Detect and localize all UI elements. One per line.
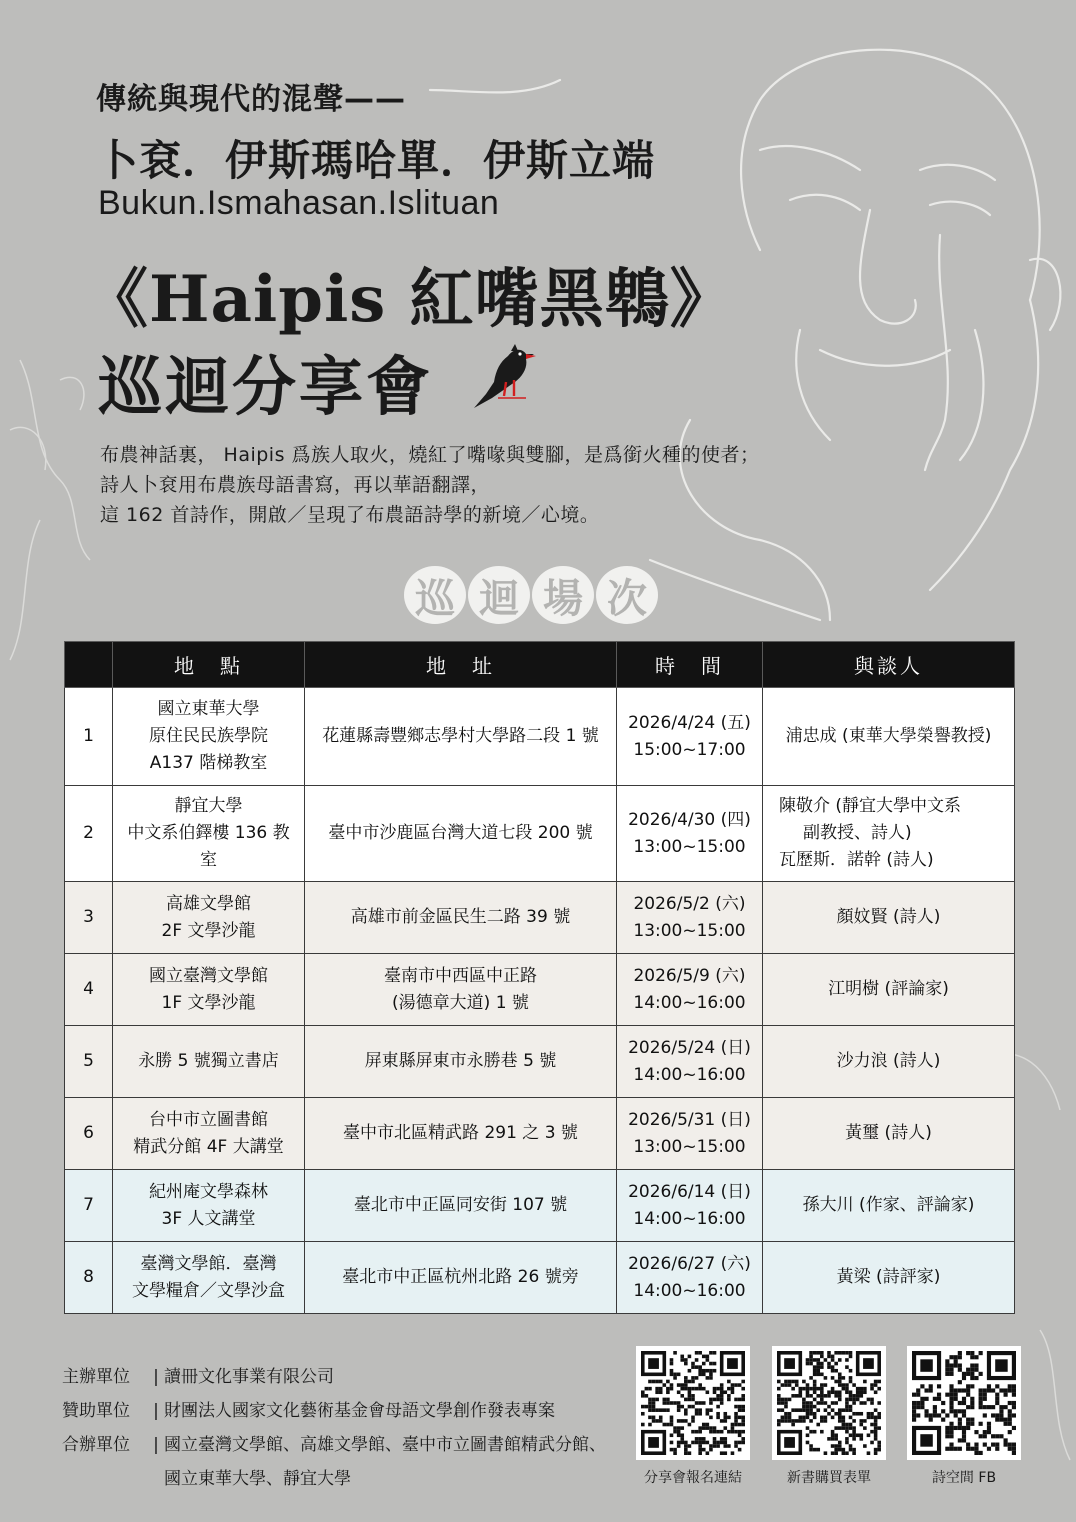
cell-venue-line: 3F 人文講堂 [161, 1208, 256, 1229]
cell-time-line: 13:00~15:00 [633, 920, 746, 941]
section-heading-tour-schedule [404, 566, 658, 626]
cell-number: 3 [65, 882, 113, 954]
cell-time-line: 14:00~16:00 [633, 1208, 746, 1229]
cell-time [617, 786, 763, 882]
section-heading-char: 迴 [468, 566, 530, 624]
cell-speaker [763, 1026, 1015, 1098]
cell-venue-line: 文學糧倉／文學沙盒 [132, 1280, 285, 1301]
cell-venue-line: 國立東華大學 [157, 699, 260, 719]
table-row [65, 882, 1015, 954]
cell-address [305, 1170, 617, 1242]
intro-paragraph [100, 440, 760, 530]
credit-value: 國立東華大學、靜宜大學 [164, 1469, 351, 1489]
cell-time-line: 14:00~16:00 [633, 1280, 746, 1301]
cell-time-line: 2026/6/27 (六) [628, 1253, 751, 1274]
table-row [65, 1098, 1015, 1170]
cell-speaker [763, 1098, 1015, 1170]
cell-time-line: 2026/6/14 (日) [628, 1181, 751, 1202]
cell-address [305, 954, 617, 1026]
cell-speaker-line: 黃璽 (詩人) [845, 1123, 932, 1143]
cell-venue [113, 688, 305, 786]
cell-speaker [763, 1170, 1015, 1242]
cell-number: 8 [65, 1242, 113, 1314]
cell-venue [113, 1242, 305, 1314]
cell-time-line: 2026/4/30 (四) [628, 809, 751, 830]
cell-speaker [763, 954, 1015, 1026]
event-title: 巡迴分享會 [98, 351, 433, 425]
cell-venue [113, 954, 305, 1026]
cell-time-line: 2026/5/31 (日) [628, 1109, 751, 1130]
cell-venue-line: 精武分館 4F 大講堂 [133, 1136, 284, 1157]
cell-time [617, 1026, 763, 1098]
book-title: 《Haipis 紅嘴黑鵯》 [84, 262, 735, 337]
cell-number: 1 [65, 688, 113, 786]
table-row [65, 786, 1015, 882]
cell-speaker [763, 786, 1015, 882]
credit-value: 讀冊文化事業有限公司 [164, 1367, 334, 1387]
cell-address-line: (湯德章大道) 1 號 [392, 992, 529, 1013]
credit-row [62, 1360, 606, 1394]
cell-address [305, 786, 617, 882]
cell-time-line: 2026/4/24 (五) [628, 712, 751, 733]
cell-number: 5 [65, 1026, 113, 1098]
cell-time-line: 14:00~16:00 [633, 1064, 746, 1085]
column-header-address: 地 址 [305, 642, 617, 688]
qr-code-icon[interactable] [912, 1351, 1016, 1455]
table-row [65, 1242, 1015, 1314]
credit-value: 國立臺灣文學館、高雄文學館、臺中市立圖書館精武分館、 [164, 1435, 606, 1455]
tour-schedule-table [64, 641, 1015, 1314]
cell-venue-line: 永勝 5 號獨立書店 [138, 1051, 279, 1071]
cell-venue-line: 1F 文學沙龍 [161, 992, 256, 1013]
cell-time [617, 954, 763, 1026]
credit-label: 主辦單位 [62, 1367, 130, 1387]
cell-time [617, 882, 763, 954]
cell-venue-line: 原住民民族學院 [149, 726, 268, 746]
column-header-venue: 地 點 [113, 642, 305, 688]
cell-address-line: 臺北市中正區杭州北路 26 號旁 [342, 1267, 579, 1287]
qr-facebook[interactable] [907, 1346, 1021, 1487]
cell-venue [113, 1170, 305, 1242]
cell-time-line: 15:00~17:00 [633, 739, 746, 760]
cell-venue-line: 紀州庵文學森林 [149, 1181, 268, 1202]
organizer-credits [62, 1360, 606, 1496]
cell-address-line: 臺中市北區精武路 291 之 3 號 [343, 1123, 578, 1143]
cell-speaker-line: 江明樹 (評論家) [828, 979, 949, 999]
column-header-speaker: 與談人 [763, 642, 1015, 688]
cell-venue-line: 靜宜大學 [174, 796, 243, 816]
cell-time [617, 1242, 763, 1314]
cell-venue-line: 高雄文學館 [166, 893, 251, 914]
qr-caption: 新書購買表單 [787, 1470, 871, 1486]
cell-venue [113, 882, 305, 954]
credit-separator: | [153, 1401, 159, 1421]
cell-address-line: 臺南市中西區中正路 [384, 965, 537, 986]
author-name-latin: Bukun.Ismahasan.Islituan [98, 184, 500, 222]
cell-speaker [763, 882, 1015, 954]
cell-address [305, 1098, 617, 1170]
cell-speaker-line: 孫大川 (作家、評論家) [802, 1195, 975, 1215]
qr-code-icon[interactable] [777, 1351, 881, 1455]
cell-speaker [763, 688, 1015, 786]
credit-label: 合辦單位 [62, 1435, 130, 1455]
section-heading-char: 場 [532, 566, 594, 624]
cell-speaker-line: 浦忠成 (東華大學榮譽教授) [785, 726, 992, 746]
cell-address-line: 高雄市前金區民生二路 39 號 [350, 907, 571, 927]
cell-address [305, 1242, 617, 1314]
intro-line: 這 162 首詩作，開啟／呈現了布農語詩學的新境／心境。 [100, 504, 600, 526]
cell-number: 6 [65, 1098, 113, 1170]
cell-speaker-line: 顏妏賢 (詩人) [836, 907, 941, 927]
red-billed-bulbul-icon [468, 342, 550, 414]
cell-speaker [763, 1242, 1015, 1314]
table-row [65, 954, 1015, 1026]
cell-speaker-line: 沙力浪 (詩人) [836, 1051, 941, 1071]
qr-code-icon[interactable] [641, 1351, 745, 1455]
cell-address-line: 屏東縣屏東市永勝巷 5 號 [364, 1051, 557, 1071]
qr-caption: 分享會報名連結 [644, 1470, 742, 1486]
cell-venue [113, 786, 305, 882]
qr-registration[interactable] [636, 1346, 750, 1487]
cell-address-line: 花蓮縣壽豐鄉志學村大學路二段 1 號 [322, 726, 599, 746]
cell-speaker-line: 瓦歷斯．諾幹 (詩人) [779, 850, 934, 870]
intro-line: 詩人卜袞用布農族母語書寫，再以華語翻譯， [100, 474, 491, 496]
author-name-chinese: 卜袞．伊斯瑪哈單．伊斯立端 [96, 136, 656, 185]
kicker-text: 傳統與現代的混聲—— [96, 82, 406, 117]
credit-label: 贊助單位 [62, 1401, 130, 1421]
cell-address-line: 臺北市中正區同安街 107 號 [353, 1195, 568, 1215]
cell-number: 4 [65, 954, 113, 1026]
cell-time [617, 688, 763, 786]
cell-number: 2 [65, 786, 113, 882]
cell-venue-line: 台中市立圖書館 [149, 1109, 268, 1130]
cell-speaker-line: 黃梁 (詩評家) [836, 1267, 941, 1287]
credit-value: 財團法人國家文化藝術基金會母語文學創作發表專案 [164, 1401, 555, 1421]
cell-time-line: 2026/5/9 (六) [633, 965, 746, 986]
qr-book-order[interactable] [772, 1346, 886, 1487]
cell-speaker-line: 副教授、詩人) [803, 823, 912, 843]
credit-row [62, 1428, 606, 1462]
credit-row [62, 1394, 606, 1428]
table-row [65, 688, 1015, 786]
section-heading-char: 次 [596, 566, 658, 624]
cell-address [305, 882, 617, 954]
credit-separator: | [153, 1435, 159, 1455]
cell-time-line: 2026/5/24 (日) [628, 1037, 751, 1058]
table-header-row [65, 642, 1015, 688]
cell-venue-line: 中文系伯鐸樓 136 教室 [127, 823, 290, 870]
credit-separator: | [153, 1367, 159, 1387]
column-header-time: 時 間 [617, 642, 763, 688]
cell-speaker-line: 陳敬介 (靜宜大學中文系 [779, 796, 962, 816]
credit-row [62, 1462, 606, 1496]
cell-time-line: 13:00~15:00 [633, 836, 746, 857]
intro-line: 布農神話裏， Haipis 爲族人取火，燒紅了嘴喙與雙腳，是爲銜火種的使者； [100, 444, 760, 466]
qr-caption: 詩空間 FB [931, 1470, 997, 1486]
cell-venue-line: A137 階梯教室 [149, 753, 268, 773]
cell-time-line: 13:00~15:00 [633, 1136, 746, 1157]
cell-address [305, 1026, 617, 1098]
cell-time-line: 2026/5/2 (六) [633, 893, 746, 914]
cell-venue-line: 2F 文學沙龍 [161, 920, 256, 941]
cell-address-line: 臺中市沙鹿區台灣大道七段 200 號 [328, 823, 593, 843]
table-row [65, 1026, 1015, 1098]
table-row [65, 1170, 1015, 1242]
section-heading-char: 巡 [404, 566, 466, 624]
cell-venue [113, 1098, 305, 1170]
cell-venue [113, 1026, 305, 1098]
cell-time [617, 1170, 763, 1242]
cell-time-line: 14:00~16:00 [633, 992, 746, 1013]
cell-venue-line: 國立臺灣文學館 [149, 965, 268, 986]
cell-time [617, 1098, 763, 1170]
cell-address [305, 688, 617, 786]
cell-number: 7 [65, 1170, 113, 1242]
column-header-number [65, 642, 113, 688]
cell-venue-line: 臺灣文學館．臺灣 [140, 1253, 277, 1274]
